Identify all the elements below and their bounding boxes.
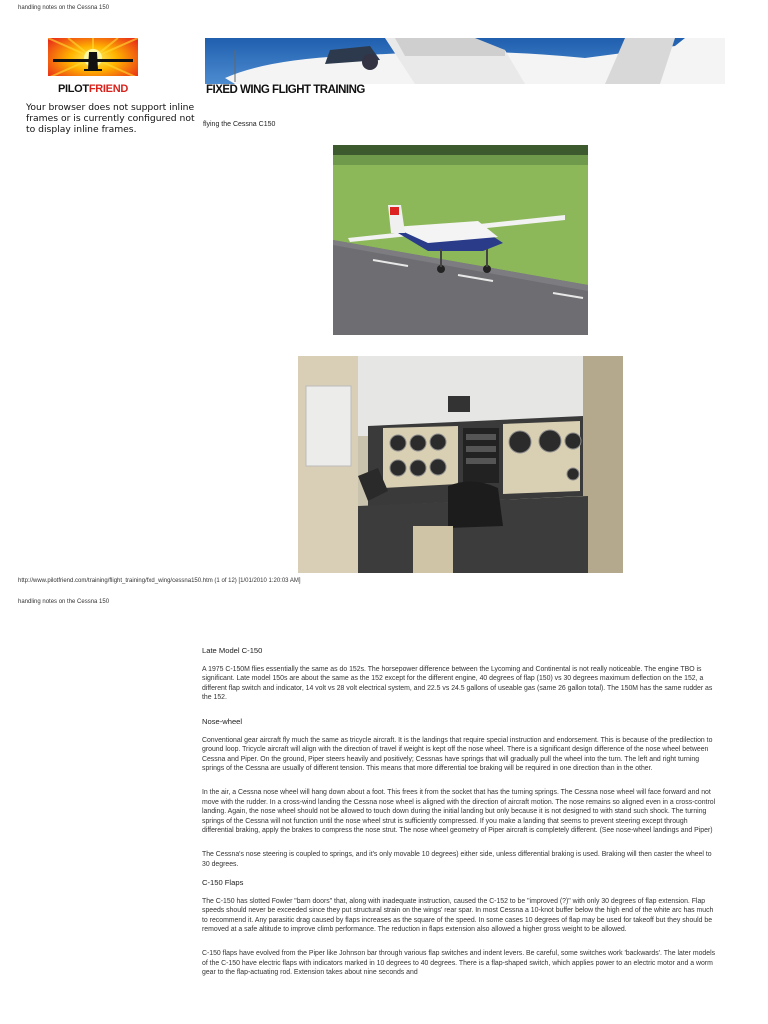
article-content: [202, 646, 716, 992]
iframe-unsupported-message: Your browser does not support inline frames or is currently configured not to display inline frames.: [26, 102, 195, 135]
cockpit-photo: [298, 356, 623, 573]
page-header-2: handling notes on the Cessna 150: [18, 599, 110, 605]
paragraph: C-150 flaps have evolved from the Piper like Johnson bar through various flap switches and indent levers. Be careful, some switches work 'backwards'. The later models of the C-150 have electric flaps with indicators marked in 10 degrees to 40 degrees. There is a flap-shaped switch, which applies power to an electric motor and a worm gear to the flap-actuating rod. Extension takes about nine seconds and: [202, 950, 716, 977]
page-header: handling notes on the Cessna 150: [18, 5, 110, 11]
cessna-taxi-photo: [333, 145, 588, 335]
paragraph: The Cessna's nose steering is coupled to springs, and it's only movable 10 degrees) either side, unless differential braking is used. Braking will then caster the wheel to 30 degrees.: [202, 850, 712, 868]
section-title-late-model: Late Model C-150: [202, 646, 263, 655]
logo-wordmark: PILOTFRIEND: [57, 83, 129, 95]
paragraph: Conventional gear aircraft fly much the same as tricycle aircraft. It is the landings that require special instruction and endorsement. This is because of the predilection to ground loop. Tricycle aircraft will align with the direction of travel if weight is kept off the nose wheel. There is a significant design difference of the nose wheel between Cessna and Piper. On the ground, Piper steers heavily and positively; Cessnas have springs that will gradually pull the wheel into the turn. The left and right turning springs of the Cessna are usually of different tension. This means that more differential toe braking will be required in one direction than in the other.: [202, 736, 713, 773]
sunburst-plane-icon: [48, 38, 138, 84]
banner-image: [205, 38, 725, 84]
section-title-nose-wheel: Nose-wheel: [202, 716, 243, 726]
banner-title: FIXED WING FLIGHT TRAINING: [206, 84, 365, 96]
section-title-flaps: C-150 Flaps: [202, 878, 244, 888]
page-footer-url[interactable]: http://www.pilotfriend.com/training/flight_training/fxd_wing/cessna150.htm (1 of 12) [1/01/2010 1:20:03 AM]: [18, 578, 301, 584]
page-subtitle: flying the Cessna C150: [203, 121, 276, 128]
paragraph: A 1975 C-150M flies essentially the same as do 152s. The horsepower difference between the Lycoming and Continental is not really noticeable. The engine TBO is significant. Late model 150s are about the same as the 152 except for the different engine, 40 degrees of flap (150) vs 30 degrees maximum deflection on the 152, a different flap switch and indicator, 14 volt vs 28 volt electrical system, and 22.5 vs 24.5 gallons of useable gas (same 26 gallon total). The 150M has the same rudder as the 152.: [202, 665, 713, 702]
paragraph: In the air, a Cessna nose wheel will hang down about a foot. This frees it from the socket that has the turning springs. The Cessna nose wheel will face forward and not move with the rudder. In a cross-wind landing the Cessna nose wheel is aligned with the direction of aircraft motion. The nose remains so aligned even in a cross-control landing. Again, the nose wheel should not be allowed to touch down during the initial landing but only because it is not designed to with stand such shock. The turning springs of the Cessna will not function until the nose wheel strut is sufficiently compressed. If you make a landing that seems to prevent steering except through differential braking, apply the brakes to compress the nose strut. The nose wheel geometry of Piper aircraft is completely different. (See nose-wheel landings and Piper): [202, 788, 716, 835]
paragraph: The C-150 has slotted Fowler "barn doors" that, along with inadequate instruction, caused the C-152 to be "improved (?)" with only 30 degrees of flap extension. Flap speeds should never be exceeded since they put structural strain on the wings' rear spar. In most Cessna a 10-knot buffer below the high end of the white arc has much to recommend it. Any parasitic drag caused by flaps increases as the square of the speed. In some cases 10 degrees of flap may be used for takeoff but they should be removed at a safe altitude to improve climb performance. The reduction in flaps extension also allowed a higher gross weight to be allowed.: [202, 897, 714, 934]
